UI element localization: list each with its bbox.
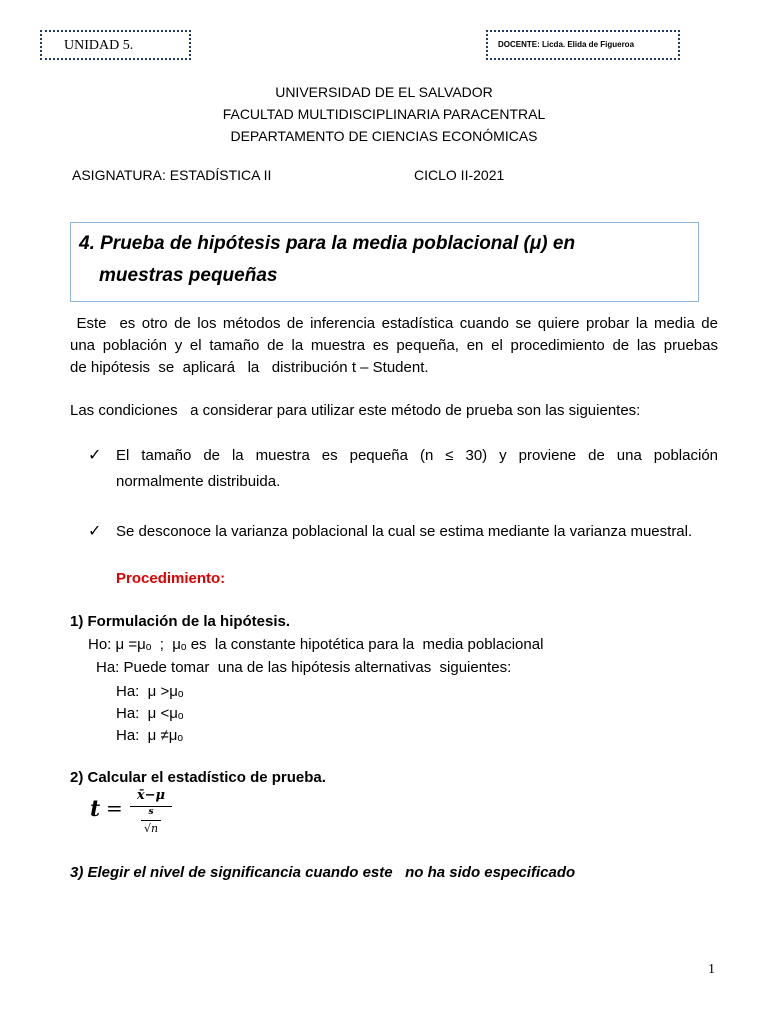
section-title-line2: muestras pequeñas [99, 265, 278, 286]
page-number: 1 [708, 962, 715, 977]
section-title-line1: 4. Prueba de hipótesis para la media poblacional (μ) en [79, 233, 576, 254]
university-name: UNIVERSIDAD DE EL SALVADOR [275, 84, 493, 100]
formula-equals: = [106, 796, 123, 820]
unit-box [40, 30, 191, 60]
section-title-box [70, 222, 699, 302]
intro-paragraph [70, 313, 718, 379]
condition-2: Se desconoce la varianza poblacional la cual se estima mediante la varianza muestral. [116, 523, 693, 540]
faculty-name: FACULTAD MULTIDISCIPLINARIA PARACENTRAL [222, 106, 546, 122]
department-name: DEPARTAMENTO DE CIENCIAS ECONÓMICAS [230, 128, 538, 144]
intro-line2: una población y el tamaño de la muestra es pequeña, en el procedimiento de las pruebas [70, 337, 718, 354]
condition-1-line1: El tamaño de la muestra es pequeña (n ≤ 30) y proviene de una población [116, 447, 718, 464]
subject-label: ASIGNATURA: ESTADÍSTICA II [72, 167, 272, 183]
intro-line3: de hipótesis se aplicará la distribución t – Student. [70, 359, 429, 376]
formula-lhs: t [90, 796, 101, 822]
alternative-3: Ha: μ ≠μₒ [116, 727, 184, 744]
formula-numerator: x̄−μ [136, 788, 166, 803]
formula-inner-numerator: s [148, 807, 154, 817]
step2-title: 2) Calcular el estadístico de prueba. [70, 769, 326, 786]
t-statistic-formula [90, 788, 180, 844]
condition-1-line2: normalmente distribuida. [116, 473, 281, 490]
alternative-2: Ha: μ <μₒ [116, 705, 184, 722]
conditions-intro: Las condiciones a considerar para utilizar este método de prueba son las siguientes: [70, 402, 641, 419]
step1-ha: Ha: Puede tomar una de las hipótesis alternativas siguientes: [96, 659, 512, 676]
step1-ho: Ho: μ =μₒ ; μₒ es la constante hipotética para la media poblacional [88, 636, 544, 653]
condition-1 [116, 445, 718, 493]
step1-title: 1) Formulación de la hipótesis. [70, 613, 291, 630]
intro-line1: Este es otro de los métodos de inferencia estadística cuando se quiere probar la media de [70, 315, 718, 332]
teacher-box [486, 30, 680, 60]
formula-inner-fraction-bar [141, 820, 161, 821]
cycle-label: CICLO II-2021 [414, 167, 505, 183]
step3-title: 3) Elegir el nivel de significancia cuando este no ha sido especificado [70, 864, 576, 881]
formula-inner-denominator: √n [143, 822, 159, 835]
procedure-label: Procedimiento: [116, 570, 226, 587]
unit-label: UNIDAD 5. [64, 38, 134, 53]
check-mark-icon: ✓ [88, 447, 102, 464]
alternative-1: Ha: μ >μₒ [116, 683, 184, 700]
check-mark-icon: ✓ [88, 523, 102, 540]
teacher-label: DOCENTE: Licda. Elida de Figueroa [498, 40, 635, 49]
